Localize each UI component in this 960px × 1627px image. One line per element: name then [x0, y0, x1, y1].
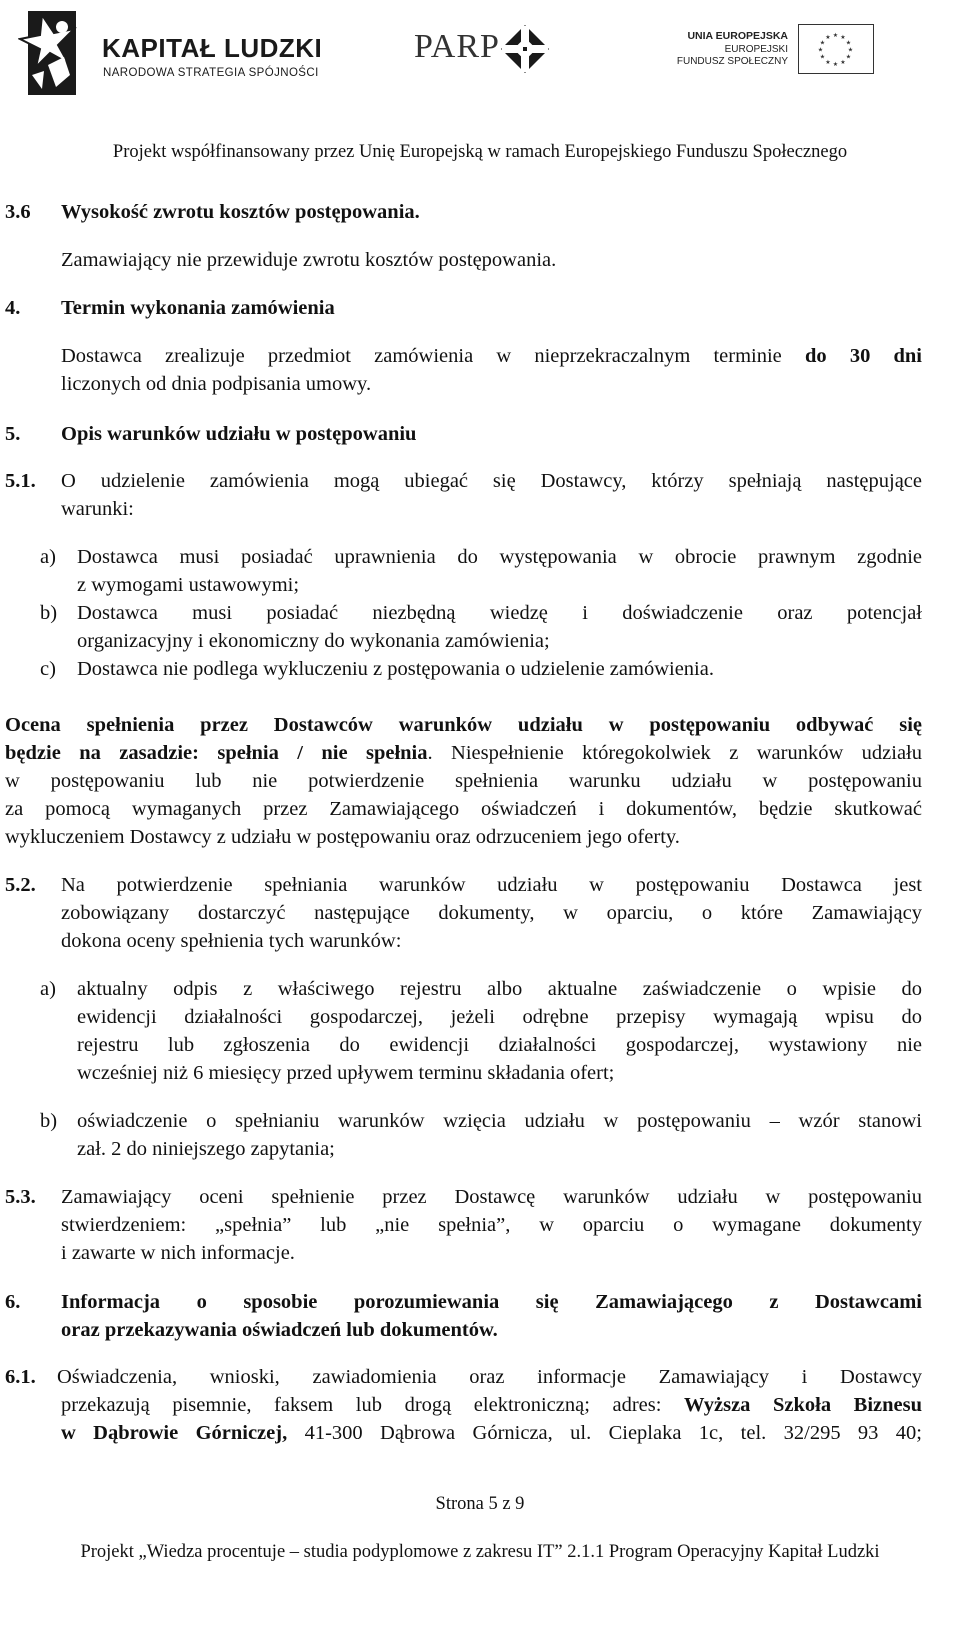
unia-europejska-logo	[676, 24, 874, 76]
section-5-2-a-line2: ewidencji działalności gospodarczej, jeżeli odrębne przepisy wymagają wpisu do	[77, 1006, 922, 1028]
parp-logo-text: PARP	[414, 28, 500, 65]
parp-diamond-icon	[500, 24, 550, 74]
section-5-3-line2: stwierdzeniem: „spełnia” lub „nie spełnia”, w oparciu o wymagane dokumenty	[61, 1214, 922, 1236]
svg-text:★: ★	[819, 53, 826, 61]
section-4-title: Termin wykonania zamówienia	[61, 297, 335, 319]
section-6-1-line2	[61, 1391, 922, 1419]
svg-text:★: ★	[819, 39, 826, 47]
school-name: Wyższa Szkoła Biznesu	[684, 1394, 923, 1416]
section-6-1-number: 6.1.	[5, 1366, 36, 1388]
section-5-1-line1: O udzielenie zamówienia mogą ubiegać się Dostawcy, którzy spełniają następujące	[61, 470, 922, 492]
section-5-1-number: 5.1.	[5, 470, 36, 492]
section-4-line2: liczonych od dnia podpisania umowy.	[61, 373, 372, 395]
svg-text:★: ★	[817, 46, 824, 54]
section-5-1-b-line1: Dostawca musi posiadać niezbędną wiedzę i doświadczenie oraz potencjał	[77, 602, 922, 624]
ue-logo-line2: EUROPEJSKI	[724, 44, 788, 55]
svg-text:★: ★	[825, 59, 831, 66]
eu-flag-icon	[798, 24, 874, 74]
section-5-3-number: 5.3.	[5, 1186, 36, 1208]
page-number: Strona 5 z 9	[435, 1494, 525, 1514]
section-5-2-line1: Na potwierdzenie spełniania warunków udziału w postępowaniu Dostawca jest	[61, 874, 922, 896]
school-address: 41-300 Dąbrowa Górnicza, ul. Cieplaka 1c, tel. 32/295 93 40;	[287, 1422, 922, 1444]
ue-logo-line3: FUNDUSZ SPOŁECZNY	[676, 56, 788, 67]
section-5-3-line1: Zamawiający oceni spełnienie przez Dostawcę warunków udziału w postępowaniu	[61, 1186, 922, 1208]
section-5-2-number: 5.2.	[5, 874, 36, 896]
section-5-2-b-line2: zał. 2 do niniejszego zapytania;	[77, 1138, 335, 1160]
section-5-2-line2: zobowiązany dostarczyć następujące dokumenty, w oparciu, o które Zamawiający	[61, 902, 922, 924]
ue-logo-line1: UNIA EUROPEJSKA	[687, 30, 788, 42]
section-5-1-c-line1: Dostawca nie podlega wykluczeniu z postępowania o udzielenie zamówienia.	[77, 658, 714, 680]
assessment-line2	[5, 739, 922, 767]
section-3-6-number: 3.6	[5, 201, 31, 223]
assessment-line2-text: . Niespełnienie któregokolwiek z warunków udziału	[427, 742, 922, 764]
assessment-line4: za pomocą wymaganych przez Zamawiającego oświadczeń i dokumentów, będzie skutkować	[5, 798, 922, 820]
section-6-title-line2: oraz przekazywania oświadczeń lub dokumentów.	[61, 1319, 498, 1341]
section-5-1-c-label: c)	[40, 658, 56, 680]
section-4-deadline: do 30 dni	[804, 345, 923, 367]
section-5-2-a-label: a)	[40, 978, 56, 1000]
section-5-1-b-line2: organizacyjny i ekonomiczny do wykonania zamówienia;	[77, 630, 550, 652]
kapital-ludzki-subtitle: NARODOWA STRATEGIA SPÓJNOŚCI	[103, 67, 319, 79]
section-4-number: 4.	[5, 297, 21, 319]
svg-text:★: ★	[840, 59, 846, 66]
section-4-line1-text: Dostawca zrealizuje przedmiot zamówienia w nieprzekraczalnym terminie	[61, 345, 782, 367]
kapital-ludzki-logo	[18, 5, 323, 100]
svg-text:★: ★	[832, 61, 839, 68]
svg-text:★: ★	[845, 53, 852, 61]
section-5-2-line3: dokona oceny spełnienia tych warunków:	[61, 930, 402, 952]
assessment-line1: Ocena spełnienia przez Dostawców warunków udziału w postępowaniu odbywać się	[5, 714, 922, 736]
section-5-1-a-line1: Dostawca musi posiadać uprawnienia do występowania w obrocie prawnym zgodnie	[77, 546, 922, 568]
school-location: w Dąbrowie Górniczej,	[61, 1422, 288, 1444]
section-6-1-line1: Oświadczenia, wnioski, zawiadomienia oraz informacje Zamawiający i Dostawcy	[57, 1366, 922, 1388]
section-6-1-line2-text: przekazują pisemnie, faksem lub drogą elektroniczną; adres:	[61, 1394, 662, 1416]
section-3-6-title: Wysokość zwrotu kosztów postępowania.	[61, 201, 420, 223]
svg-text:★: ★	[832, 32, 839, 39]
svg-text:★: ★	[825, 34, 831, 41]
section-6-number: 6.	[5, 1291, 21, 1313]
parp-logo	[414, 20, 554, 78]
section-5-3-line3: i zawarte w nich informacje.	[61, 1242, 295, 1264]
kapital-ludzki-emblem-icon	[18, 5, 98, 100]
section-5-1-b-label: b)	[40, 602, 58, 624]
section-5-1-a-line2: z wymogami ustawowymi;	[77, 574, 300, 596]
svg-text:★: ★	[845, 39, 852, 47]
section-6-1-line3	[61, 1419, 922, 1447]
kapital-ludzki-title: KAPITAŁ LUDZKI	[102, 33, 323, 63]
section-5-number: 5.	[5, 423, 21, 445]
section-5-title: Opis warunków udziału w postępowaniu	[61, 423, 417, 445]
section-4-line1	[61, 342, 922, 370]
section-3-6-text: Zamawiający nie przewiduje zwrotu kosztów postępowania.	[61, 249, 557, 271]
section-5-2-a-line4: wcześniej niż 6 miesięcy przed upływem terminu składania ofert;	[77, 1062, 615, 1084]
svg-text:★: ★	[847, 46, 854, 54]
section-5-1-line2: warunki:	[61, 498, 134, 520]
section-5-2-a-line3: rejestru lub zgłoszenia do ewidencji działalności gospodarczej, wystawiony nie	[77, 1034, 922, 1056]
section-5-1-a-label: a)	[40, 546, 56, 568]
section-5-2-a-line1: aktualny odpis z właściwego rejestru albo aktualne zaświadczenie o wpisie do	[77, 978, 922, 1000]
section-5-2-b-label: b)	[40, 1110, 58, 1132]
project-footer: Projekt „Wiedza procentuje – studia podyplomowe z zakresu IT” 2.1.1 Program Operacyjny Kapitał Ludzki	[80, 1542, 880, 1562]
section-5-2-b-line1: oświadczenie o spełnianiu warunków wzięcia udziału w postępowaniu – wzór stanowi	[77, 1110, 922, 1132]
assessment-line3: w postępowaniu lub nie potwierdzenie spełnienia warunku udziału w postępowaniu	[5, 770, 922, 792]
assessment-rule: będzie na zasadzie: spełnia / nie spełnia	[5, 742, 428, 764]
svg-text:★: ★	[840, 34, 846, 41]
section-6-title-line1: Informacja o sposobie porozumiewania się Zamawiającego z Dostawcami	[61, 1291, 922, 1313]
assessment-line5: wykluczeniem Dostawcy z udziału w postępowaniu oraz odrzuceniem jego oferty.	[5, 826, 680, 848]
cofinancing-note: Projekt współfinansowany przez Unię Europejską w ramach Europejskiego Funduszu Społecznego	[112, 142, 848, 162]
